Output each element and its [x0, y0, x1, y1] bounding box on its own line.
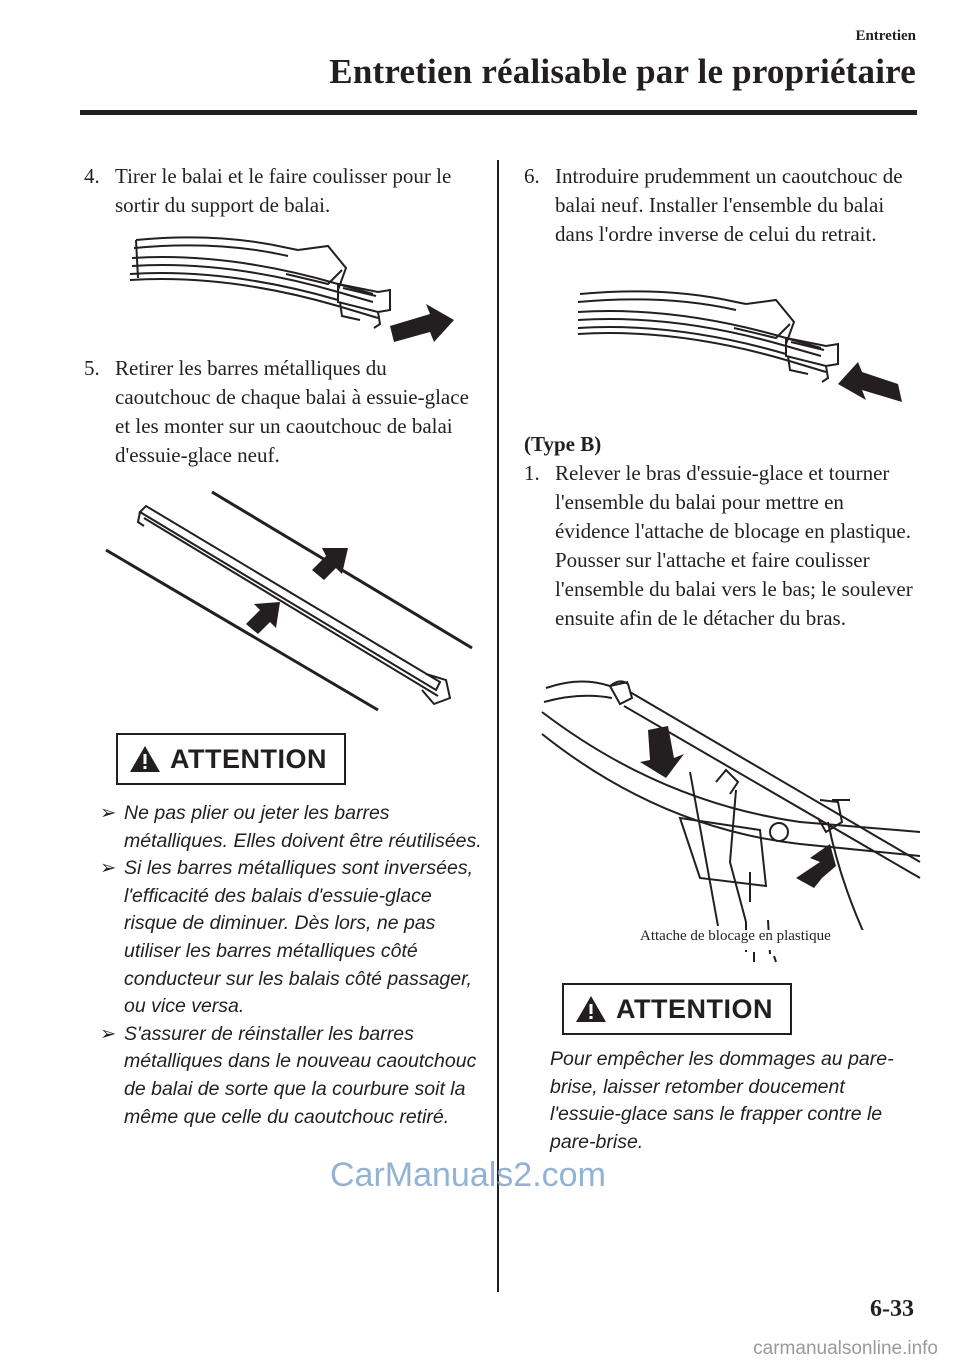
watermark-carmanuals2: CarManuals2.com — [330, 1156, 606, 1194]
column-divider — [497, 160, 499, 1292]
page-number: 6-33 — [870, 1296, 914, 1322]
warning-triangle-icon — [574, 994, 608, 1024]
attention-bullet: ➢ Si les barres métalliques sont inversées, l'efficacité des balais d'essuie-glace risque de diminuer. Dès lors, ne pas utiliser les barres métalliques côté conducteur sur les balais côté passager, ou vice versa. — [100, 857, 473, 1018]
arrowhead-bullet-icon: ➢ — [100, 1022, 117, 1045]
header-rule — [80, 110, 917, 115]
attention-label: ATTENTION — [616, 993, 773, 1024]
push-arrow-icon — [640, 726, 836, 888]
watermark-carmanualsonline: carmanualsonline.info — [753, 1338, 938, 1359]
step-text: Retirer les barres métalliques du caoutchouc de chaque balai à essuie-glace et les monter sur un caoutchouc de balai d'essuie-glace neuf. — [115, 356, 469, 467]
step-number: 4. — [84, 164, 100, 188]
attention-bullet: ➢ Ne pas plier ou jeter les barres métalliques. Elles doivent être réutilisées. — [100, 802, 482, 852]
metal-bars-figure — [100, 486, 480, 716]
step-text-continued: Pousser sur l'attache et faire coulisser l'ensemble du balai vers le bas; le soulever ensuite afin de le détacher du bras. — [555, 548, 913, 630]
step-text: Relever le bras d'essuie-glace et tourner l'ensemble du balai pour mettre en évidence l'attache de blocage en plastique. — [555, 461, 911, 543]
arrowhead-bullet-icon: ➢ — [100, 802, 117, 824]
type-b-heading: (Type B) — [524, 432, 602, 456]
insert-arrow-icon — [838, 362, 902, 402]
step-5 — [84, 354, 479, 470]
attention-box-right — [562, 983, 792, 1035]
arrowhead-bullet-icon: ➢ — [100, 857, 117, 880]
insert-arrow-icon — [246, 548, 348, 634]
step-text: Tirer le balai et le faire coulisser pour le sortir du support de balai. — [115, 164, 452, 217]
wiper-blade-removal-figure — [128, 218, 458, 348]
figure-caption: Attache de blocage en plastique — [640, 928, 831, 944]
step-number: 1. — [524, 461, 540, 485]
step-number: 5. — [84, 356, 100, 380]
step-6 — [524, 162, 919, 249]
attention-bullets-left — [98, 800, 483, 1131]
step-number: 6. — [524, 164, 540, 188]
attention-label: ATTENTION — [170, 743, 327, 774]
step-b1 — [524, 459, 919, 633]
locking-clip-figure — [540, 672, 930, 964]
section-name: Entretien — [855, 28, 916, 44]
attention-text-right: Pour empêcher les dommages au pare-brise, laisser retomber doucement l'essuie-glace sans le frapper contre le pare-brise. — [550, 1048, 894, 1153]
attention-box-left — [116, 733, 346, 785]
attention-bullet: ➢ S'assurer de réinstaller les barres métalliques dans le nouveau caoutchouc de balai de sorte que la courbure soit la même que celle du caoutchouc retiré. — [100, 1022, 477, 1128]
step-text: Introduire prudemment un caoutchouc de balai neuf. Installer l'ensemble du balai dans l'ordre inverse de celui du retrait. — [555, 164, 903, 246]
page-title: Entretien réalisable par le propriétaire — [329, 52, 916, 91]
warning-triangle-icon — [128, 744, 162, 774]
wiper-blade-install-figure — [576, 272, 916, 418]
step-4 — [84, 162, 479, 220]
slide-arrow-icon — [390, 304, 454, 342]
